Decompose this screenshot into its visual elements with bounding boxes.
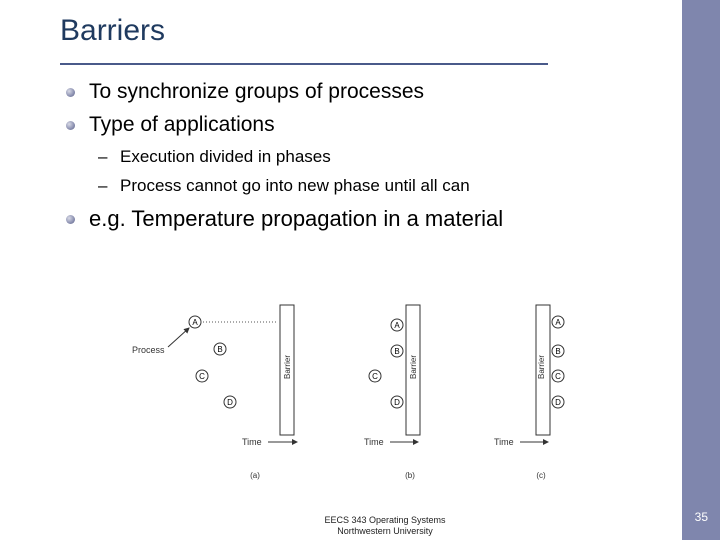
panel-caption: (c)	[536, 471, 546, 480]
node-label: D	[555, 398, 561, 407]
panel-caption: (a)	[250, 471, 260, 480]
barrier-label: Barrier	[537, 354, 546, 380]
bullet-2-text: Type of applications	[89, 113, 275, 136]
footer-university: Northwestern University	[337, 526, 433, 536]
process-arrow-icon	[168, 328, 189, 347]
node-label: B	[555, 347, 561, 356]
sub-bullet-2	[98, 176, 470, 196]
sub-bullet-1-text: Execution divided in phases	[120, 147, 331, 166]
node-label: B	[394, 347, 400, 356]
dash-icon: –	[98, 147, 108, 166]
panel-b	[364, 305, 420, 480]
panel-a	[132, 305, 297, 480]
bullet-3-text: e.g. Temperature propagation in a material	[89, 206, 504, 231]
node-label: C	[555, 372, 561, 381]
barrier-diagram	[120, 295, 590, 495]
sub-bullet-2-text: Process cannot go into new phase until all can	[120, 176, 470, 195]
footer-course: EECS 343 Operating Systems	[324, 515, 446, 525]
node-label: A	[394, 321, 400, 330]
bullet-1-text: To synchronize groups of processes	[89, 80, 425, 103]
time-label: Time	[364, 437, 384, 447]
page-number: 35	[694, 510, 708, 524]
panel-caption: (b)	[405, 471, 415, 480]
process-label: Process	[132, 345, 165, 355]
time-label: Time	[242, 437, 262, 447]
node-label: C	[372, 372, 378, 381]
footer	[300, 515, 470, 537]
dash-icon: –	[98, 176, 108, 195]
sub-bullet-1	[98, 147, 331, 167]
node-label: B	[217, 345, 223, 354]
title-underline	[60, 63, 548, 65]
bullet-dot-icon	[66, 215, 75, 224]
bullet-dot-icon	[66, 88, 75, 97]
barrier-label: Barrier	[409, 354, 418, 380]
time-label: Time	[494, 437, 514, 447]
panel-c	[494, 305, 564, 480]
node-label: A	[555, 318, 561, 327]
barrier-label: Barrier	[283, 354, 292, 380]
node-label: A	[192, 318, 198, 327]
node-label: C	[199, 372, 205, 381]
bullet-dot-icon	[66, 121, 75, 130]
slide-title: Barriers	[60, 14, 166, 47]
right-sidebar-band	[682, 0, 720, 540]
node-label: D	[394, 398, 400, 407]
node-label: D	[227, 398, 233, 407]
